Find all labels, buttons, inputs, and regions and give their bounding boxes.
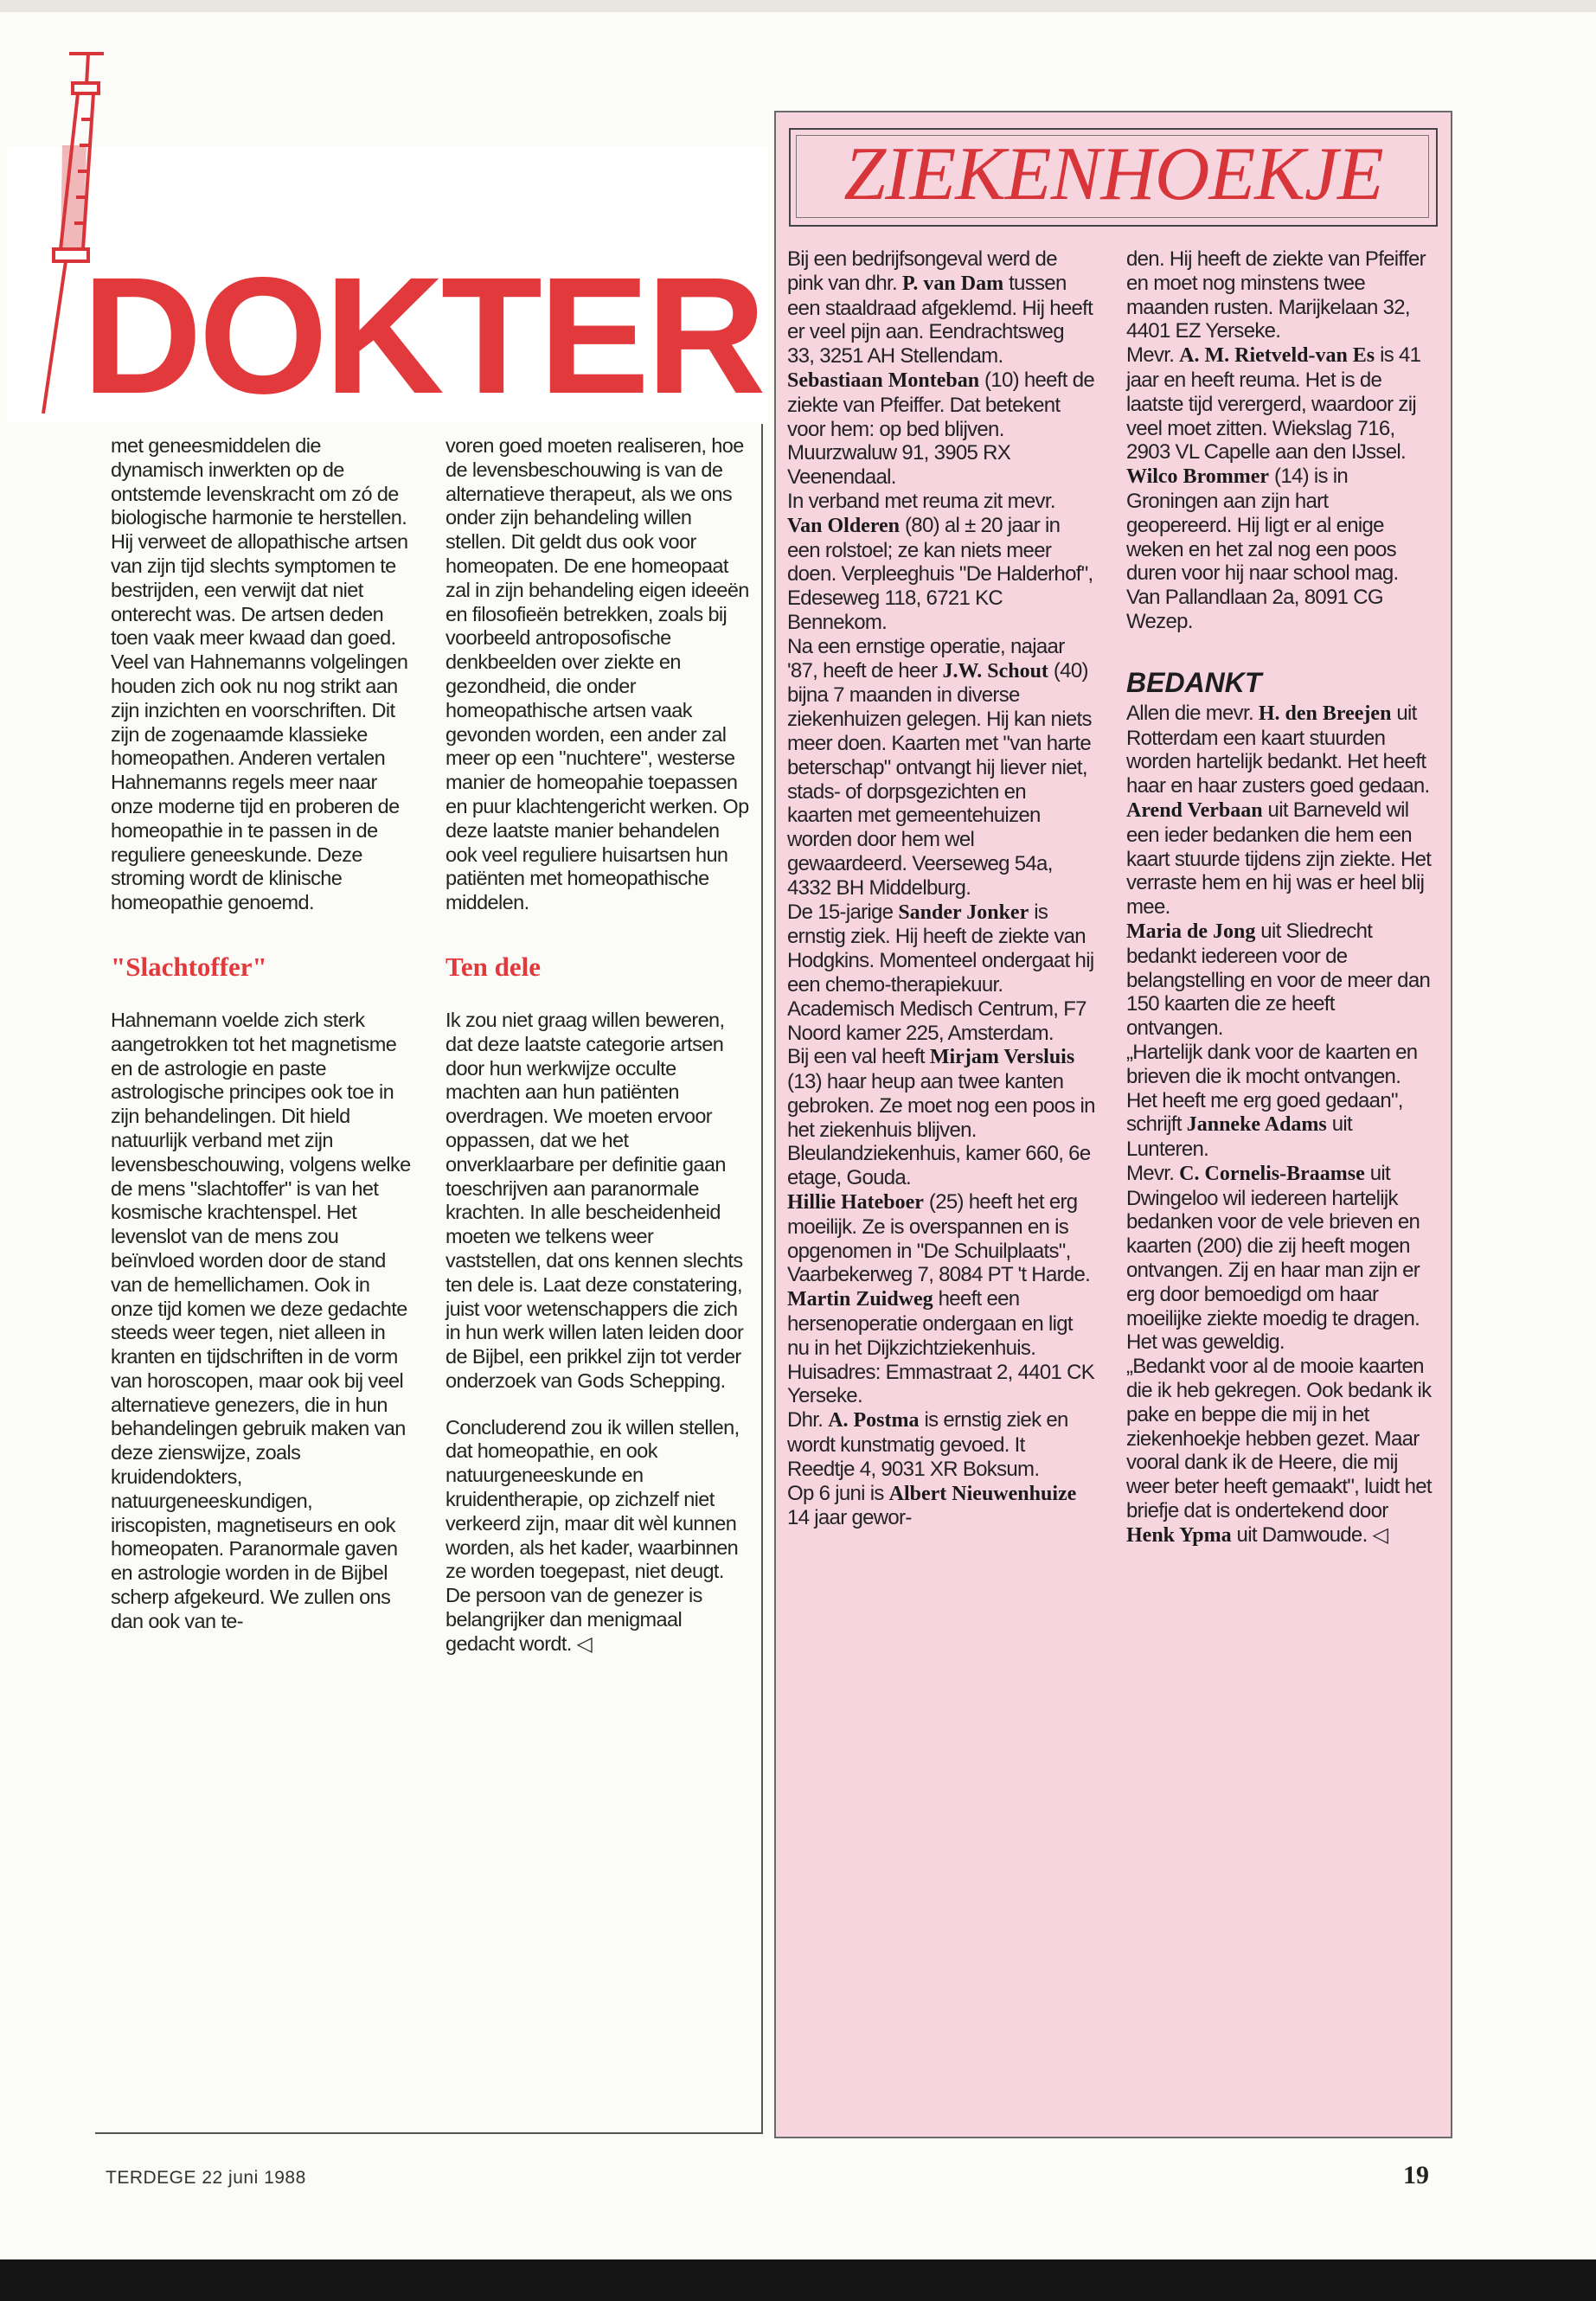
notice <box>1126 1162 1434 1355</box>
panel-column-1 <box>787 247 1095 1530</box>
notice <box>787 247 1095 369</box>
notice <box>787 1287 1095 1408</box>
notice <box>1126 1041 1434 1162</box>
notice <box>787 1190 1095 1287</box>
person-name: Wilco Brommer <box>1126 465 1270 489</box>
paragraph: Hahnemann voelde zich sterk aangetrokken tot het magnetisme en de astrologie en paste astrologische principes ook toe in zijn behandelingen. Dit hield natuurlijk verband met zijn levensbeschouwing, volgens welke de mens "slachtoffer" is van het kosmische krachtenspel. Het levenslot van de mens zou beïnvloed worden door de stand van de hemellichamen. Ook in onze tijd komen we deze gedachte steeds weer tegen, niet alleen in kranten en tijdschriften in de vorm van horoscopen, maar ook bij veel alternatieve genezers, die in hun behandelingen gebruik maken van deze zienswijze, zoals kruidendokters, natuurgeneeskundigen, iriscopisten, magnetiseurs en ook homeopaten. Paranormale gaven en astrologie worden in de Bijbel scherp afgekeurd. We zullen ons dan ook van te- <box>111 1008 411 1632</box>
notice-text: uit Rotterdam een kaart stuurden worden hartelijk bedankt. Het heeft haar en haar zusters goed gedaan. <box>1126 701 1430 798</box>
paragraph: met geneesmiddelen die dynamisch inwerkten op de ontstemde levenskracht om zó de biologische harmonie te herstellen. <box>111 434 407 529</box>
notice-text: (40) bijna 7 maanden in diverse ziekenhuizen gelegen. Hij kan niets meer doen. Kaarten met "van harte beterschap" ontvangt hij liever niet, stads- of dorpsgezichten en kaarten met gemeentehuizen worden door hem wel gewaardeerd. Veerseweg 54a, 4332 BH Middelburg. <box>787 658 1092 900</box>
page-title: DOKTER <box>82 242 763 428</box>
notice <box>1126 465 1434 634</box>
notice-text: (10) heeft de ziekte van Pfeiffer. Dat betekent voor hem: op bed blijven. Muurzwaluw 91, 3905 RX Veenendaal. <box>787 368 1095 490</box>
person-name: Van Olderen <box>787 514 901 537</box>
notice <box>787 1482 1095 1531</box>
notice-text: uit Sliedrecht bedankt iedereen voor de belangstelling en voor de meer dan 150 kaarten die ze heeft ontvangen. <box>1126 919 1431 1041</box>
person-name: J.W. Schout <box>942 659 1048 683</box>
notice <box>787 635 1095 901</box>
notice-text: 14 jaar gewor- <box>787 1506 912 1530</box>
notice <box>1126 920 1434 1041</box>
notice-text: Mevr. <box>1126 343 1180 368</box>
notice <box>787 369 1095 490</box>
notice-text: De 15-jarige <box>787 900 899 924</box>
notice-text: Mevr. <box>1126 1161 1180 1185</box>
notice-text: „Hartelijk dank voor de kaarten en brieven die ik mocht ontvangen. Het heeft me erg goed gedaan", schrijft <box>1126 1040 1418 1137</box>
person-name: H. den Breejen <box>1258 702 1392 725</box>
notice-text: uit Barneveld wil een ieder bedanken die hem een kaart stuurde tijdens zijn ziekte. Het verraste hem en hij was er heel blij mee. <box>1126 798 1432 920</box>
notice <box>1126 247 1434 343</box>
section-heading-bedankt: BEDANKT <box>1126 666 1262 698</box>
notice-text: In verband met reuma zit mevr. <box>787 489 1055 513</box>
notice <box>787 901 1095 1046</box>
page-number: 19 <box>1403 2161 1429 2189</box>
notice-text: is ernstig ziek. Hij heeft de ziekte van Hodgkins. Momenteel ondergaat hij een chemo-therapiekuur. Academisch Medisch Centrum, F7 Noord kamer 225, Amsterdam. <box>787 900 1094 1045</box>
notice-text: (14) is in Groningen aan zijn hart geopereerd. Hij ligt er al enige weken en het zal nog een poos duren voor hij naar school mag. Van Pallandlaan 2a, 8091 CG Wezep. <box>1126 465 1399 633</box>
notice <box>1126 343 1434 465</box>
notice-text: uit Lunteren. <box>1126 1112 1352 1162</box>
panel-title: ZIEKENHOEKJE <box>843 132 1383 216</box>
person-name: Henk Ypma <box>1126 1523 1232 1547</box>
bottom-edge <box>0 2259 1596 2301</box>
notice-text: (13) haar heup aan twee kanten gebroken. Ze moet nog een poos in het ziekenhuis blijven. Bleulandziekenhuis, kamer 660, 6e etage, Gouda. <box>787 1070 1095 1190</box>
paragraph: voren goed moeten realiseren, hoe de levensbeschouwing is van de alternatieve therapeut, als we ons onder zijn behandeling willen stellen. Dit geldt dus ook voor homeopaten. De ene homeopaat zal in zijn behandeling eigen ideeën en filosofieën betrekken, zoals bij voorbeeld antroposofische denkbeelden over ziekte en gezondheid, die onder homeopathische artsen vaak gevonden worden, een ander zal meer op een "nuchtere", westerse manier de homeopahie toepassen en puur klachtengericht werken. Op deze laatste manier behandelen ook veel reguliere huisartsen hun patiënten met homeopathische middelen. <box>445 434 749 914</box>
paragraph: Ik zou niet graag willen beweren, dat deze laatste categorie artsen door hun werkwijze occulte machten aan hun patiënten overdragen. We moeten ervoor oppassen, dat we het onverklaarbare per definitie gaan toeschrijven aan paranormale krachten. In alle bescheidenheid moeten we telkens weer vaststellen, dat ons kennen slechts ten dele is. Laat deze constatering, juist voor wetenschappers die zich in hun werk willen laten leiden door de Bijbel, een prikkel zijn tot verder onderzoek van Gods Schepping. <box>445 1008 744 1392</box>
notice-text: „Bedankt voor al de mooie kaarten die ik heb gekregen. Ook bedank ik pake en beppe die mij in het ziekenhoekje hebben gezet. Maar vooral dank ik de Heere, die mij weer beter heeft gemaakt", luidt het briefje dat is ondertekend door <box>1126 1355 1432 1523</box>
notice-text: Bij een val heeft <box>787 1045 930 1069</box>
person-name: P. van Dam <box>901 272 1004 295</box>
notice-text: Na een ernstige operatie, najaar '87, heeft de heer <box>787 634 1065 683</box>
top-edge <box>0 0 1596 12</box>
notice <box>787 490 1095 635</box>
notice-text: Dhr. <box>787 1408 829 1433</box>
notice-text: Allen die mevr. <box>1126 701 1259 725</box>
notice-text: uit Damwoude. ◁ <box>1231 1522 1388 1547</box>
person-name: Martin Zuidweg <box>787 1288 933 1311</box>
person-name: Janneke Adams <box>1186 1113 1327 1137</box>
notice-text: is 41 jaar en heeft reuma. Het is de laatste tijd verergerd, waardoor zij veel moet zitten. Wiekslag 716, 2903 VL Capelle aan den IJssel. <box>1126 343 1421 465</box>
subheading: "Slachtoffer" <box>111 951 267 982</box>
person-name: Arend Verbaan <box>1126 798 1263 822</box>
paragraph: Concluderend zou ik willen stellen, dat homeopathie, en ook natuurgeneeskunde en kruidentherapie, op zichzelf niet verkeerd zijn, maar dit wèl kunnen worden, als het kader, waarbinnen ze worden toegepast, niet deugt. De persoon van de genezer is belangrijker dan menigmaal gedacht wordt. ◁ <box>445 1415 740 1655</box>
notice-text: (25) heeft het erg moeilijk. Ze is overspannen en is opgenomen in "De Schuilplaats", Vaarbekerweg 7, 8084 PT 't Harde. <box>787 1190 1091 1287</box>
article-column-2 <box>445 434 750 1657</box>
notice-text: den. Hij heeft de ziekte van Pfeiffer en moet nog minstens twee maanden rusten. Marijkelaan 32, 4401 EZ Yerseke. <box>1126 247 1426 343</box>
notice-text: tussen een staaldraad afgeklemd. Hij heeft er veel pijn aan. Eendrachtsweg 33, 3251 AH Stellendam. <box>787 271 1093 369</box>
person-name: A. Postma <box>828 1409 920 1433</box>
paragraph: Hij verweet de allopathische artsen van zijn tijd slechts symptomen te bestrijden, een verwijt dat niet onterecht was. De artsen deden toen vaak meer kwaad dan goed. Veel van Hahnemanns volgelingen houden zich ook nu nog strikt aan zijn inzichten en voorschriften. Dit zijn de zogenaamde klassieke homeopathen. Anderen vertalen Hahnemanns regels meer naar onze moderne tijd en proberen de homeopathie in te passen in de reguliere geneeskunde. Deze stroming wordt de klinische homeopathie genoemd. <box>111 530 408 914</box>
person-name: Hillie Hateboer <box>787 1191 924 1215</box>
person-name: Mirjam Versluis <box>929 1046 1075 1069</box>
article-column-1 <box>111 434 415 1634</box>
notice-text: uit Dwingeloo wil iedereen hartelijk bedanken voor de vele brieven en kaarten (200) die zij heeft mogen ontvangen. Zij en haar man zijn er erg door bemoedigd om haar moeilijke ziekte moedig te dragen. Het was geweldig. <box>1126 1161 1420 1355</box>
notice-text: Op 6 juni is <box>787 1481 889 1505</box>
person-name: Albert Nieuwenhuize <box>888 1482 1077 1505</box>
notice <box>787 1045 1095 1190</box>
person-name: C. Cornelis-Braamse <box>1179 1162 1365 1185</box>
person-name: Sebastiaan Monteban <box>787 369 980 392</box>
person-name: A. M. Rietveld-van Es <box>1179 344 1375 368</box>
notice-text: heeft een hersenoperatie ondergaan en ligt nu in het Dijkzichtziekenhuis. Huisadres: Emmastraat 2, 4401 CK Yerseke. <box>787 1287 1095 1408</box>
notice <box>1126 702 1434 798</box>
notice-text: (80) al ± 20 jaar in een rolstoel; ze kan niets meer doen. Verpleeghuis "De Halderhof", Edeseweg 118, 6721 KC Bennekom. <box>787 513 1093 634</box>
notice <box>1126 1355 1434 1548</box>
footer-publication: TERDEGE 22 juni 1988 <box>106 2168 306 2188</box>
notice <box>787 1408 1095 1481</box>
person-name: Sander Jonker <box>898 901 1029 924</box>
panel-column-2 <box>1126 247 1434 1548</box>
notice <box>1126 798 1434 920</box>
notice-text: Bij een bedrijfsongeval werd de pink van dhr. <box>787 247 1057 295</box>
notice-text: is ernstig ziek en wordt kunstmatig gevoed. It Reedtje 4, 9031 XR Boksum. <box>787 1408 1068 1481</box>
person-name: Maria de Jong <box>1126 920 1256 943</box>
subheading: Ten dele <box>445 951 541 982</box>
